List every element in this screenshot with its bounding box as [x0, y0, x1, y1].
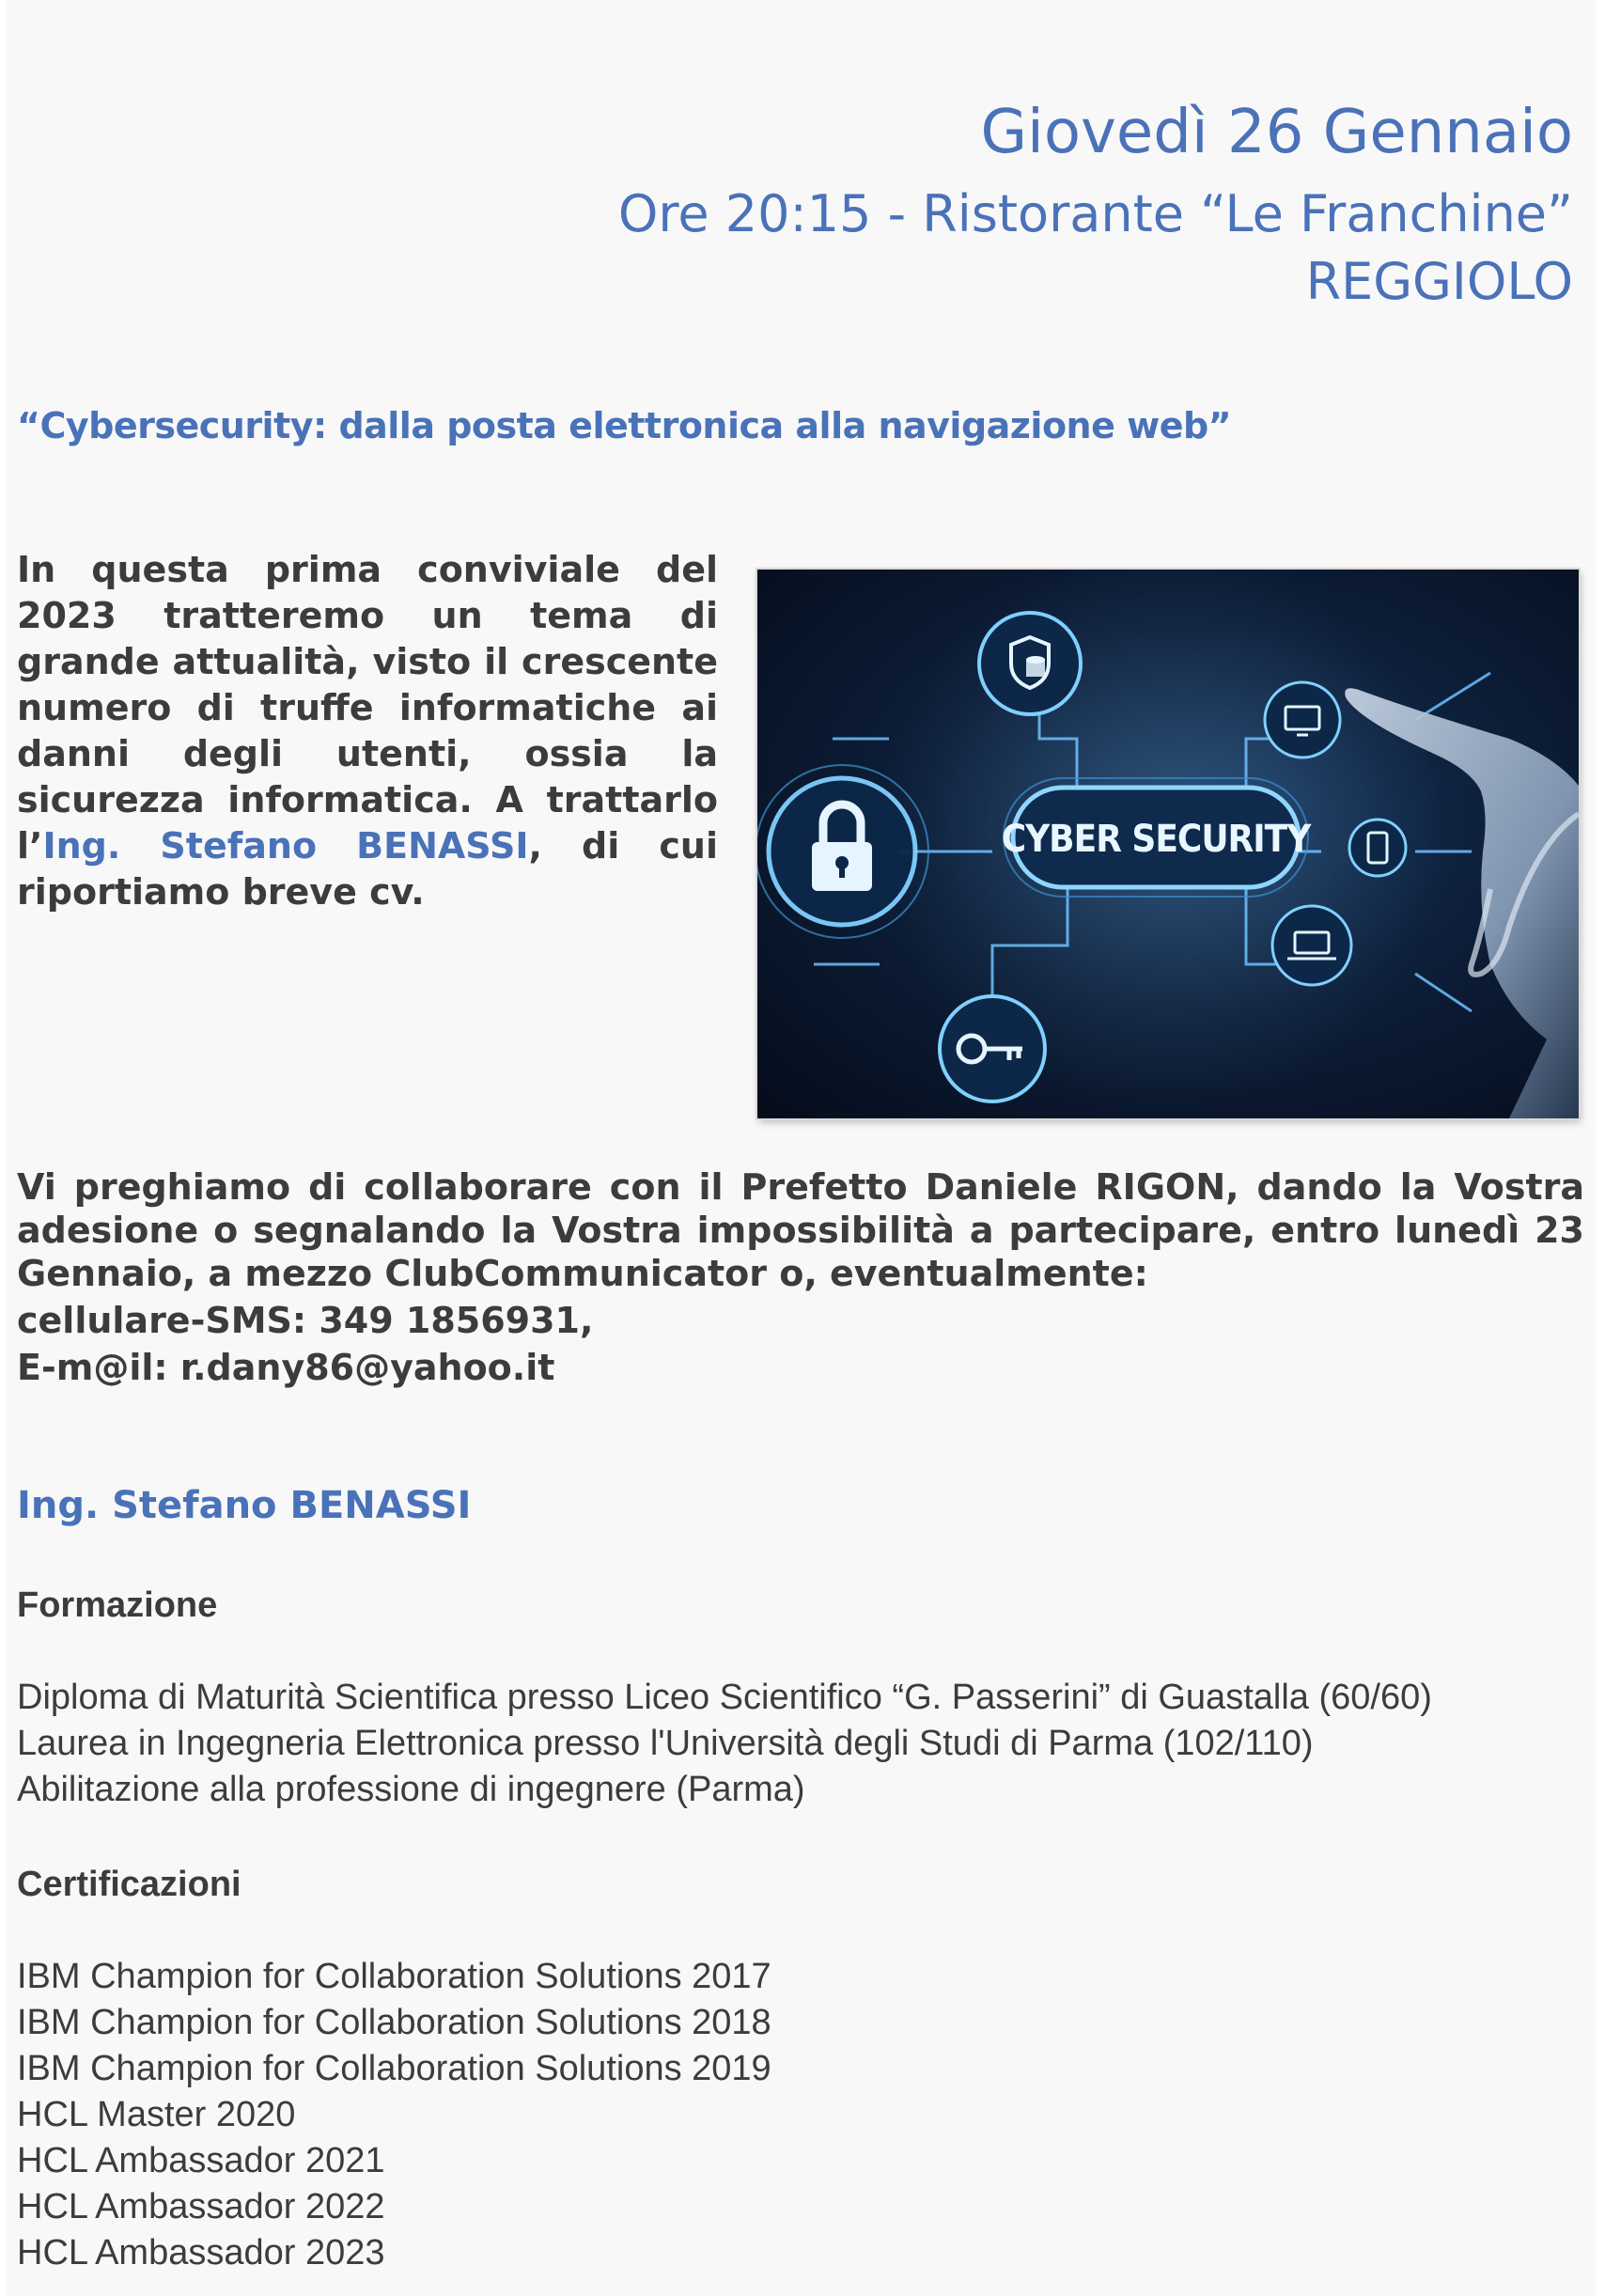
speaker-name: Ing. Stefano BENASSI	[17, 1484, 472, 1527]
certification-item: IBM Champion for Collaboration Solutions 2019	[17, 2049, 771, 2088]
rsvp-phone: cellulare-SMS: 349 1856931,	[17, 1300, 594, 1341]
education-item: Laurea in Ingegneria Elettronica presso l'Università degli Studi di Parma (102/110)	[17, 1724, 1314, 1763]
shield-database-icon	[979, 613, 1081, 714]
intro-text-before: In questa prima conviviale del 2023 tratteremo un tema di grande attualità, visto il crescente numero di truffe informatiche ai danni degli utenti, ossia la sicurezza informatica. A trattarlo l’	[17, 549, 718, 867]
event-header	[618, 90, 1573, 316]
certification-item: HCL Ambassador 2023	[17, 2233, 385, 2273]
padlock-icon	[757, 765, 928, 938]
intro-paragraph	[17, 547, 718, 915]
event-date: Giovedì 26 Gennaio	[980, 98, 1573, 167]
cyber-security-image	[757, 570, 1579, 1118]
event-city: REGGIOLO	[1305, 252, 1573, 311]
laptop-icon	[1272, 906, 1351, 985]
key-icon	[940, 996, 1045, 1101]
certification-item: HCL Ambassador 2021	[17, 2141, 385, 2180]
cyber-security-illustration	[757, 570, 1579, 1118]
event-topic: “Cybersecurity: dalla posta elettronica alla navigazione web”	[17, 405, 1232, 446]
speaker-link[interactable]: Ing. Stefano BENASSI	[42, 825, 529, 867]
education-heading: Formazione	[17, 1585, 218, 1625]
rsvp-text: Vi preghiamo di collaborare con il Prefetto Daniele RIGON, dando la Vostra adesione o segnalando la Vostra impossibilità a partecipare, entro lunedì 23 Gennaio, a mezzo ClubCommunicator o, eventualmente:	[17, 1166, 1584, 1294]
rsvp-paragraph	[17, 1165, 1584, 1389]
certifications-heading: Certificazioni	[17, 1865, 242, 1904]
mobile-icon	[1349, 820, 1406, 876]
education-list	[17, 1675, 1596, 1813]
speaker-cv	[17, 1583, 1596, 2276]
certifications-list	[17, 1954, 1596, 2276]
certification-item: HCL Ambassador 2022	[17, 2187, 385, 2226]
rsvp-email[interactable]: E-m@il: r.dany86@yahoo.it	[17, 1347, 555, 1388]
event-time-place: Ore 20:15 - Ristorante “Le Franchine”	[617, 184, 1573, 243]
cyber-security-text: CYBER SECURITY	[1001, 818, 1311, 861]
education-item: Diploma di Maturità Scientifica presso Liceo Scientifico “G. Passerini” di Guastalla (60/60)	[17, 1678, 1432, 1717]
intro-text-after: , di cui riportiamo breve cv.	[17, 825, 718, 913]
education-item: Abilitazione alla professione di ingegnere (Parma)	[17, 1770, 805, 1809]
certification-item: IBM Champion for Collaboration Solutions 2017	[17, 1957, 771, 1996]
document-page	[6, 0, 1596, 2296]
monitor-icon	[1265, 682, 1340, 758]
certification-item: HCL Master 2020	[17, 2095, 296, 2134]
certification-item: IBM Champion for Collaboration Solutions 2018	[17, 2003, 771, 2042]
